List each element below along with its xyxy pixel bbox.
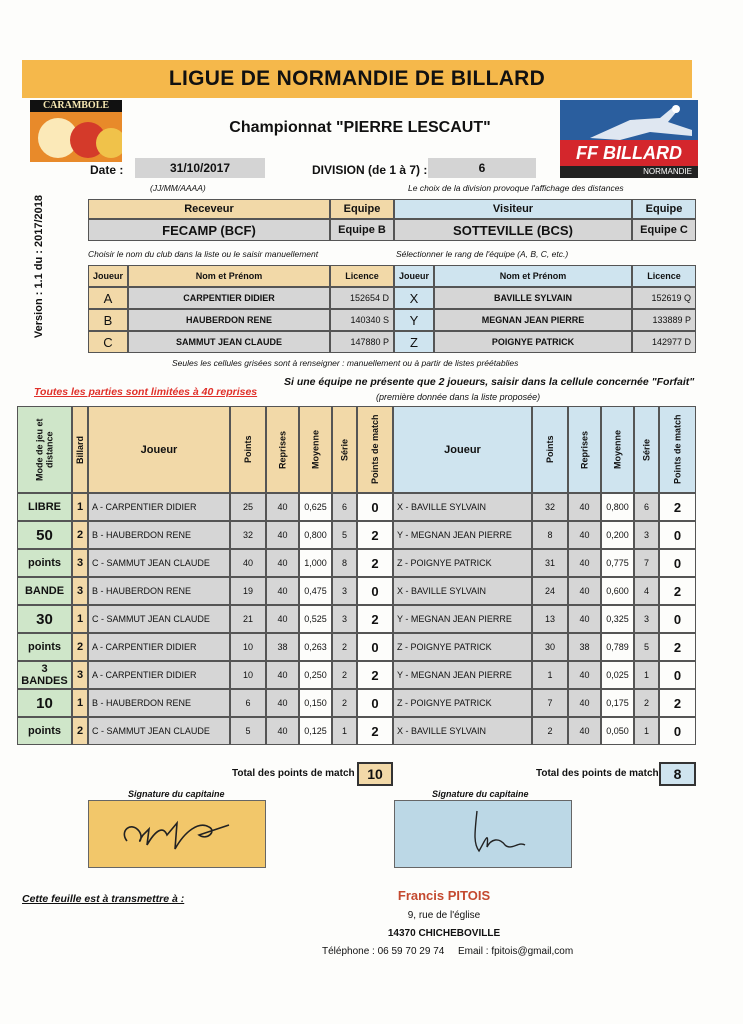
home-billard-header: Billard xyxy=(72,406,88,493)
away-joueur-header: Joueur xyxy=(394,265,434,287)
home-nom-header: Nom et Prénom xyxy=(128,265,330,287)
mode-bande: BANDE xyxy=(17,577,72,605)
home-pm-cell: 0 xyxy=(357,493,393,521)
home-reprises-cell[interactable]: 40 xyxy=(266,689,299,717)
home-player-cell[interactable]: B - HAUBERDON RENE xyxy=(88,577,230,605)
home-signature-icon xyxy=(89,801,265,867)
grey-cells-note: Seules les cellules grisées sont à renseigner : manuellement ou à partir de listes préétablies xyxy=(172,358,519,368)
team-rank-hint: Sélectionner le rang de l'équipe (A, B, C, etc.) xyxy=(396,249,569,259)
away-player-name[interactable]: BAVILLE SYLVAIN xyxy=(434,287,632,309)
away-signature-label: Signature du capitaine xyxy=(432,789,529,799)
division-hint: Le choix de la division provoque l'affichage des distances xyxy=(408,183,624,193)
away-points-cell[interactable]: 8 xyxy=(532,521,568,549)
version-label xyxy=(33,195,49,345)
home-reprises-cell[interactable]: 40 xyxy=(266,493,299,521)
home-serie-cell[interactable]: 2 xyxy=(332,689,357,717)
away-team-field[interactable]: Equipe C xyxy=(632,219,696,241)
unit-3-bandes: points xyxy=(17,717,72,745)
away-serie-cell[interactable]: 6 xyxy=(634,493,659,521)
away-serie-header: Série xyxy=(634,406,659,493)
away-points-cell[interactable]: 31 xyxy=(532,549,568,577)
away-points-header: Points xyxy=(532,406,568,493)
mode-3-bandes: 3 BANDES xyxy=(17,661,72,689)
home-moyenne-cell: 0,150 xyxy=(299,689,332,717)
forfait-subnote: (première donnée dans la liste proposée) xyxy=(376,392,541,402)
away-player-cell[interactable]: X - BAVILLE SYLVAIN xyxy=(393,577,532,605)
home-joueur-header: Joueur xyxy=(88,265,128,287)
away-player-cell[interactable]: X - BAVILLE SYLVAIN xyxy=(393,717,532,745)
away-reprises-cell[interactable]: 40 xyxy=(568,493,601,521)
home-player-code: A xyxy=(88,287,128,309)
home-player-code: B xyxy=(88,309,128,331)
home-points-cell[interactable]: 32 xyxy=(230,521,266,549)
forfait-note: Si une équipe ne présente que 2 joueurs, saisir dans la cellule concernée "Forfait" xyxy=(284,376,695,388)
unit-bande: points xyxy=(17,633,72,661)
away-moyenne-cell: 0,025 xyxy=(601,661,634,689)
home-reprises-cell[interactable]: 40 xyxy=(266,717,299,745)
away-player-cell[interactable]: Y - MEGNAN JEAN PIERRE xyxy=(393,521,532,549)
home-points-cell[interactable]: 10 xyxy=(230,633,266,661)
home-serie-cell[interactable]: 6 xyxy=(332,493,357,521)
away-total-value: 8 xyxy=(659,762,696,786)
ff-billard-sub: NORMANDIE xyxy=(560,166,698,178)
billard-number: 1 xyxy=(72,605,88,633)
away-moyenne-cell: 0,175 xyxy=(601,689,634,717)
away-player-cell[interactable]: Z - POIGNYE PATRICK xyxy=(393,689,532,717)
away-signature-box[interactable] xyxy=(394,800,572,868)
away-nom-header: Nom et Prénom xyxy=(434,265,632,287)
home-moyenne-cell: 0,800 xyxy=(299,521,332,549)
away-reprises-cell[interactable]: 40 xyxy=(568,577,601,605)
away-reprises-cell[interactable]: 40 xyxy=(568,689,601,717)
home-pm-cell: 2 xyxy=(357,661,393,689)
billard-number: 1 xyxy=(72,493,88,521)
home-serie-cell[interactable]: 2 xyxy=(332,633,357,661)
home-serie-cell[interactable]: 5 xyxy=(332,521,357,549)
away-pm-header: Points de match xyxy=(659,406,696,493)
away-player-cell[interactable]: X - BAVILLE SYLVAIN xyxy=(393,493,532,521)
home-points-cell[interactable]: 40 xyxy=(230,549,266,577)
home-moyenne-cell: 0,525 xyxy=(299,605,332,633)
home-pm-cell: 2 xyxy=(357,717,393,745)
home-points-cell[interactable]: 6 xyxy=(230,689,266,717)
billard-number: 3 xyxy=(72,549,88,577)
home-player-cell[interactable]: A - CARPENTIER DIDIER xyxy=(88,661,230,689)
division-label: DIVISION (de 1 à 7) : xyxy=(312,163,428,177)
away-player-code: Z xyxy=(394,331,434,353)
home-reprises-cell[interactable]: 40 xyxy=(266,605,299,633)
mode-header: Mode de jeu et distance xyxy=(17,406,72,493)
home-serie-cell[interactable]: 3 xyxy=(332,577,357,605)
home-player-cell[interactable]: A - CARPENTIER DIDIER xyxy=(88,633,230,661)
home-club-field[interactable]: FECAMP (BCF) xyxy=(88,219,330,241)
away-reprises-cell[interactable]: 40 xyxy=(568,549,601,577)
away-points-cell[interactable]: 30 xyxy=(532,633,568,661)
home-pm-cell: 0 xyxy=(357,689,393,717)
home-moyenne-header: Moyenne xyxy=(299,406,332,493)
away-player-licence[interactable]: 133889 P xyxy=(632,309,696,331)
footer-email: Email : fpitois@gmail,com xyxy=(458,946,574,957)
visiteur-header: Visiteur xyxy=(394,199,632,219)
home-player-cell[interactable]: C - SAMMUT JEAN CLAUDE xyxy=(88,605,230,633)
away-pm-cell: 0 xyxy=(659,661,696,689)
home-points-cell[interactable]: 21 xyxy=(230,605,266,633)
away-pm-cell: 2 xyxy=(659,689,696,717)
away-pm-cell: 0 xyxy=(659,549,696,577)
away-reprises-cell[interactable]: 40 xyxy=(568,717,601,745)
away-moyenne-cell: 0,775 xyxy=(601,549,634,577)
home-total-value: 10 xyxy=(357,762,393,786)
home-serie-cell[interactable]: 8 xyxy=(332,549,357,577)
division-field[interactable]: 6 xyxy=(428,158,536,178)
home-moyenne-cell: 0,625 xyxy=(299,493,332,521)
home-pm-cell: 0 xyxy=(357,633,393,661)
home-points-header: Points xyxy=(230,406,266,493)
away-reprises-cell[interactable]: 38 xyxy=(568,633,601,661)
yellow-ball-icon xyxy=(96,128,122,158)
footer-city: 14370 CHICHEBOVILLE xyxy=(387,928,501,939)
home-player-cell[interactable]: C - SAMMUT JEAN CLAUDE xyxy=(88,717,230,745)
page-title: LIGUE DE NORMANDIE DE BILLARD xyxy=(22,60,692,98)
home-moyenne-cell: 1,000 xyxy=(299,549,332,577)
home-player-cell[interactable]: B - HAUBERDON RENE xyxy=(88,689,230,717)
away-player-cell[interactable]: Y - MEGNAN JEAN PIERRE xyxy=(393,661,532,689)
home-pm-cell: 2 xyxy=(357,521,393,549)
away-serie-cell[interactable]: 2 xyxy=(634,689,659,717)
home-serie-cell[interactable]: 2 xyxy=(332,661,357,689)
home-player-licence[interactable]: 152654 D xyxy=(330,287,394,309)
ff-billard-logo xyxy=(560,100,698,178)
away-serie-cell[interactable]: 1 xyxy=(634,717,659,745)
away-pm-cell: 2 xyxy=(659,633,696,661)
away-player-name[interactable]: POIGNYE PATRICK xyxy=(434,331,632,353)
home-signature-box[interactable] xyxy=(88,800,266,868)
away-moyenne-cell: 0,789 xyxy=(601,633,634,661)
home-player-name[interactable]: SAMMUT JEAN CLAUDE xyxy=(128,331,330,353)
away-player-code: Y xyxy=(394,309,434,331)
away-points-cell[interactable]: 32 xyxy=(532,493,568,521)
home-points-cell[interactable]: 19 xyxy=(230,577,266,605)
away-points-cell[interactable]: 13 xyxy=(532,605,568,633)
away-serie-cell[interactable]: 4 xyxy=(634,577,659,605)
footer-street: 9, rue de l'église xyxy=(407,910,481,921)
home-points-cell[interactable]: 10 xyxy=(230,661,266,689)
away-moyenne-cell: 0,600 xyxy=(601,577,634,605)
home-moyenne-cell: 0,250 xyxy=(299,661,332,689)
away-serie-cell[interactable]: 5 xyxy=(634,633,659,661)
distance-3-bandes: 10 xyxy=(17,689,72,717)
home-player-licence[interactable]: 147880 P xyxy=(330,331,394,353)
home-signature-label: Signature du capitaine xyxy=(128,789,225,799)
footer-name: Francis PITOIS xyxy=(397,888,491,903)
home-points-cell[interactable]: 5 xyxy=(230,717,266,745)
away-pm-cell: 2 xyxy=(659,577,696,605)
home-player-code: C xyxy=(88,331,128,353)
away-total-label: Total des points de match xyxy=(536,768,659,779)
mode-libre: LIBRE xyxy=(17,493,72,521)
date-field[interactable]: 31/10/2017 xyxy=(135,158,265,178)
away-points-cell[interactable]: 24 xyxy=(532,577,568,605)
billard-number: 2 xyxy=(72,521,88,549)
away-player-code: X xyxy=(394,287,434,309)
home-reprises-cell[interactable]: 40 xyxy=(266,521,299,549)
away-pm-cell: 2 xyxy=(659,493,696,521)
home-team-field[interactable]: Equipe B xyxy=(330,219,394,241)
home-pm-header: Points de match xyxy=(357,406,393,493)
home-reprises-cell[interactable]: 40 xyxy=(266,549,299,577)
home-reprises-cell[interactable]: 40 xyxy=(266,577,299,605)
away-licence-header: Licence xyxy=(632,265,696,287)
away-moyenne-cell: 0,050 xyxy=(601,717,634,745)
home-pm-cell: 2 xyxy=(357,605,393,633)
away-serie-cell[interactable]: 3 xyxy=(634,605,659,633)
home-points-cell[interactable]: 25 xyxy=(230,493,266,521)
away-player-cell[interactable]: Z - POIGNYE PATRICK xyxy=(393,549,532,577)
away-pm-cell: 0 xyxy=(659,717,696,745)
away-reprises-header: Reprises xyxy=(568,406,601,493)
footer-phone: Téléphone : 06 59 70 29 74 xyxy=(322,946,445,957)
billard-number: 2 xyxy=(72,633,88,661)
club-hint: Choisir le nom du club dans la liste ou le saisir manuellement xyxy=(88,249,319,259)
away-pm-cell: 0 xyxy=(659,605,696,633)
away-moyenne-cell: 0,800 xyxy=(601,493,634,521)
away-points-cell[interactable]: 1 xyxy=(532,661,568,689)
championship-title: Championnat "PIERRE LESCAUT" xyxy=(229,119,491,136)
home-moyenne-cell: 0,475 xyxy=(299,577,332,605)
home-player-licence[interactable]: 140340 S xyxy=(330,309,394,331)
home-reprises-cell[interactable]: 38 xyxy=(266,633,299,661)
home-pm-cell: 2 xyxy=(357,549,393,577)
away-pm-cell: 0 xyxy=(659,521,696,549)
billard-number: 3 xyxy=(72,661,88,689)
billard-number: 1 xyxy=(72,689,88,717)
home-player-cell[interactable]: B - HAUBERDON RENE xyxy=(88,521,230,549)
home-player-name[interactable]: CARPENTIER DIDIER xyxy=(128,287,330,309)
distance-libre: 50 xyxy=(17,521,72,549)
away-points-cell[interactable]: 7 xyxy=(532,689,568,717)
home-pm-cell: 0 xyxy=(357,577,393,605)
date-label: Date : xyxy=(90,163,124,177)
away-player-cell[interactable]: Y - MEGNAN JEAN PIERRE xyxy=(393,605,532,633)
carambole-logo xyxy=(30,100,122,162)
away-equipe-header: Equipe xyxy=(632,199,696,219)
home-player-cell[interactable]: C - SAMMUT JEAN CLAUDE xyxy=(88,549,230,577)
version-text: Version : 1.1 du : 2017/2018 xyxy=(33,195,45,339)
home-moyenne-cell: 0,263 xyxy=(299,633,332,661)
home-serie-header: Série xyxy=(332,406,357,493)
receveur-header: Receveur xyxy=(88,199,330,219)
distance-bande: 30 xyxy=(17,605,72,633)
home-total-label: Total des points de match xyxy=(232,768,355,779)
unit-libre: points xyxy=(17,549,72,577)
ff-billard-text: FF BILLARD xyxy=(560,140,698,166)
away-reprises-cell[interactable]: 40 xyxy=(568,521,601,549)
home-serie-cell[interactable]: 1 xyxy=(332,717,357,745)
away-moyenne-cell: 0,200 xyxy=(601,521,634,549)
home-equipe-header: Equipe xyxy=(330,199,394,219)
date-hint: (JJ/MM/AAAA) xyxy=(150,183,206,193)
home-player-cell[interactable]: A - CARPENTIER DIDIER xyxy=(88,493,230,521)
away-moyenne-cell: 0,325 xyxy=(601,605,634,633)
transmit-label: Cette feuille est à transmettre à : xyxy=(22,893,185,905)
away-points-cell[interactable]: 2 xyxy=(532,717,568,745)
home-moyenne-cell: 0,125 xyxy=(299,717,332,745)
home-licence-header: Licence xyxy=(330,265,394,287)
away-serie-cell[interactable]: 3 xyxy=(634,521,659,549)
away-serie-cell[interactable]: 7 xyxy=(634,549,659,577)
away-signature-icon xyxy=(395,801,571,867)
away-player-name[interactable]: MEGNAN JEAN PIERRE xyxy=(434,309,632,331)
away-reprises-cell[interactable]: 40 xyxy=(568,661,601,689)
home-reprises-header: Reprises xyxy=(266,406,299,493)
reprises-limit-note: Toutes les parties sont limitées à 40 reprises xyxy=(34,386,258,398)
home-reprises-cell[interactable]: 40 xyxy=(266,661,299,689)
away-serie-cell[interactable]: 1 xyxy=(634,661,659,689)
home-player-name[interactable]: HAUBERDON RENE xyxy=(128,309,330,331)
home-serie-cell[interactable]: 3 xyxy=(332,605,357,633)
billard-number: 3 xyxy=(72,577,88,605)
billard-number: 2 xyxy=(72,717,88,745)
away-reprises-cell[interactable]: 40 xyxy=(568,605,601,633)
carambole-logo-text: CARAMBOLE xyxy=(30,100,122,112)
away-player-licence[interactable]: 152619 Q xyxy=(632,287,696,309)
away-club-field[interactable]: SOTTEVILLE (BCS) xyxy=(394,219,632,241)
away-player-licence[interactable]: 142977 D xyxy=(632,331,696,353)
away-joueur-header: Joueur xyxy=(393,406,532,493)
away-moyenne-header: Moyenne xyxy=(601,406,634,493)
home-joueur-header: Joueur xyxy=(88,406,230,493)
away-player-cell[interactable]: Z - POIGNYE PATRICK xyxy=(393,633,532,661)
